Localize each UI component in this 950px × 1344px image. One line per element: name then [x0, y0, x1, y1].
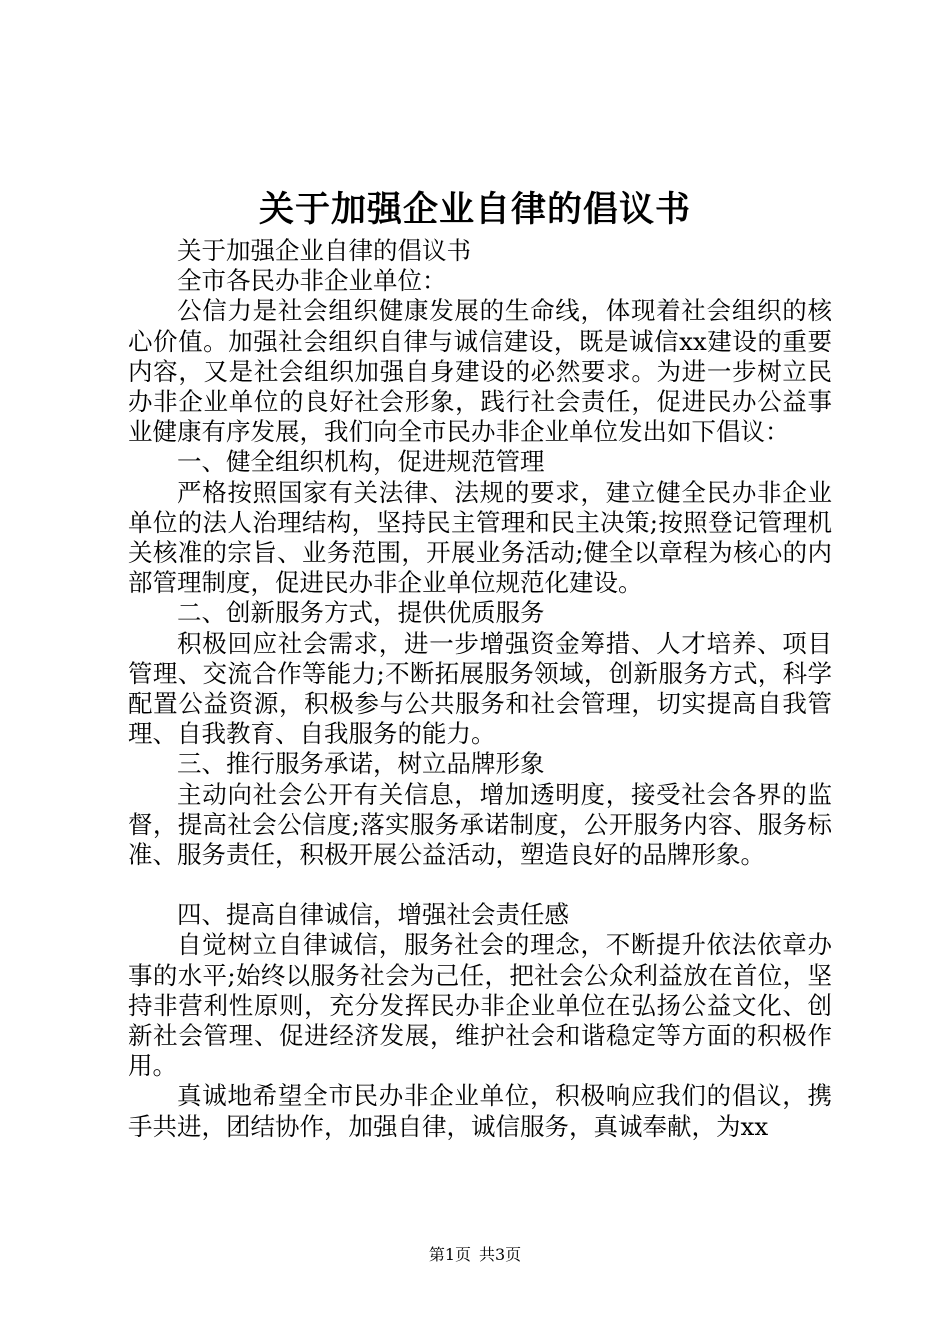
- page-number: 第1页: [428, 1245, 471, 1264]
- page-footer: [0, 1244, 950, 1266]
- section-heading-1: 一、健全组织机构，促进规范管理: [177, 447, 545, 477]
- paragraph-section-4: 自觉树立自律诚信，服务社会的理念，不断提升依法依章办事的水平;始终以服务社会为己任，把社会公众利益放在首位，坚持非营利性原则，充分发挥民办非企业单位在弘扬公益文化、创新社会管理、促进经济发展，维护社会和谐稳定等方面的积极作用。: [128, 930, 832, 1081]
- paragraph-section-3: 主动向社会公开有关信息，增加透明度，接受社会各界的监督，提高社会公信度;落实服务承诺制度，公开服务内容、服务标准、服务责任，积极开展公益活动，塑造良好的品牌形象。: [128, 779, 832, 870]
- document-body: [128, 236, 832, 1142]
- paragraph-closing: 真诚地希望全市民办非企业单位，积极响应我们的倡议，携手共进，团结协作，加强自律，诚信服务，真诚奉献，为xx: [128, 1081, 832, 1141]
- section-heading-2: 二、创新服务方式，提供优质服务: [177, 598, 545, 628]
- section-heading-3: 三、推行服务承诺，树立品牌形象: [177, 749, 545, 779]
- section-heading-4: 四、提高自律诚信，增强社会责任感: [177, 900, 569, 930]
- paragraph-section-1: 严格按照国家有关法律、法规的要求，建立健全民办非企业单位的法人治理结构，坚持民主管理和民主决策;按照登记管理机关核准的宗旨、业务范围，开展业务活动;健全以章程为核心的内部管理制度，促进民办非企业单位规范化建设。: [128, 477, 832, 598]
- paragraph-salutation: 全市各民办非企业单位：: [177, 266, 447, 296]
- document-title: 关于加强企业自律的倡议书: [258, 190, 691, 230]
- page-total: 共3页: [479, 1245, 522, 1264]
- paragraph-intro: 公信力是社会组织健康发展的生命线，体现着社会组织的核心价值。加强社会组织自律与诚信建设，既是诚信xx建设的重要内容，又是社会组织加强自身建设的必然要求。为进一步树立民办非企业单位的良好社会形象，践行社会责任，促进民办公益事业健康有序发展，我们向全市民办非企业单位发出如下倡议：: [128, 296, 832, 447]
- paragraph-section-2: 积极回应社会需求，进一步增强资金筹措、人才培养、项目管理、交流合作等能力;不断拓展服务领域，创新服务方式，科学配置公益资源，积极参与公共服务和社会管理，切实提高自我管理、自我教育、自我服务的能力。: [128, 628, 832, 749]
- paragraph-heading-repeat: 关于加强企业自律的倡议书: [177, 236, 471, 265]
